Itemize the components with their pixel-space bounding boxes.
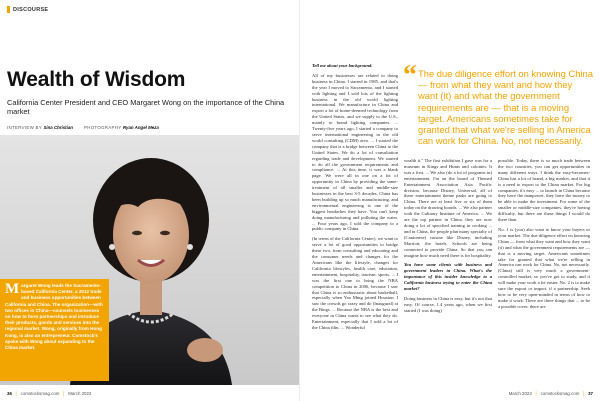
column-a-paragraph: All of my businesses are related to doing business in China. I started in 1985, and that's the year I moved to Sacramento, and I started with lighting and I sold lots of the lighting business in the old world lighting international. We manufacture in China and export a lot of home-deemed technology from the United States, and we supply to the U.S., mainly to brand lighting companies. ... Twenty-five years ago, I started a company to serve international engineering in the old world consulting (CDM) area. ... I started the company that is a bridge between China to the United States. We do a lot of consultation regarding trade and development. We started to do all the government requirements and compliance. ... At this time, it was a blank page. We were all in one on a lot of opportunity in China by providing the same-treatment of all smaller and middle-size businesses in the best 3-5 decades, China has been building up so much manufacturing, and environmental engineering is one of the biggest headaches they have. You can't keep doing manufacturing and polluting the water. ... Four years ago, I sold the company to a public company in China. bbox=[312, 72, 398, 232]
section-tag-bar bbox=[7, 6, 10, 13]
column-c-paragraph: No. 1 is (you) also want to know your buyers or your market. The due diligence effort on knowing China — from what they want and how they want (it) and what the government requirements are — that is a moving target. Americans sometimes take for granted that what we're selling in America can work for China. No, not necessarily. (China) still is very much a government-controlled market, so you've got to study, and it will make your work a lot easier. No. 2 is to make sure the export or import, if a partnership. Seek how to be very open-minded in terms of how to make it work. There are three things that ... to be a possible cover, there are bbox=[498, 226, 590, 309]
page-number: 37 bbox=[588, 391, 593, 396]
right-page bbox=[300, 0, 600, 401]
article-title: Wealth of Wisdom bbox=[7, 68, 186, 91]
folio-site: comstocksmag.com bbox=[540, 391, 580, 396]
column-b bbox=[404, 158, 492, 381]
folio-right: March 2023 │ comstocksmag.com │ 37 bbox=[508, 391, 593, 396]
folio-date: March 2023 bbox=[68, 391, 92, 396]
column-b-paragraph: Doing business in China is easy, but it's not that easy. Of course, 1.4 years ago, when we first started (I was doing) bbox=[404, 295, 492, 313]
column-c bbox=[498, 158, 590, 381]
quote-mark-icon: “ bbox=[403, 60, 417, 91]
page-number: 36 bbox=[7, 391, 12, 396]
column-a bbox=[312, 63, 398, 381]
caption-dropcap: M bbox=[5, 281, 20, 297]
column-c-paragraph: possible. Today, there is so much trade between the two countries, you can get opportunities in many different ways. I think the easy-becomes-China has a lot of brand, a big market, and that it is a need to export to the China market. For big companies, it's easy ... to launch in China because they have the manpower, they have the money to be able to make the investment. For some of the smaller or middle-size companies, they're having difficulty, but there are these things I would do there than. bbox=[498, 158, 590, 223]
section-tag bbox=[7, 6, 48, 13]
byline bbox=[7, 125, 159, 130]
folio-date: March 2023 bbox=[508, 391, 532, 396]
article-subtitle: California Center President and CEO Margaret Wong on the importance of the China market bbox=[7, 98, 285, 116]
column-a-paragraph: (In terms of the California Center), we want to serve a lot of good opportunities to bridge these two, from consulting and educating and the consumer needs and changes for the Americans like the lifestyle, changes for California lifestyles, health care, education, entertainment, hospitality, tourism, sports. ... I was the first one to bring the NBA competition to China in 2006, because I saw that China is so enthusiastic about basketball, especially when Yao Ming joined Houston. I saw the crowds go crazy and do (Inaugural) at the Bings. ... Because the NBA is the best and everyone in China wants to see what they do. Entertainment, especially that I sold a lot of the China film. ... Wonderful bbox=[312, 236, 398, 330]
interviewer-name: Sina Christian bbox=[43, 125, 73, 130]
column-a-paragraph: Tell me about your background. bbox=[312, 63, 373, 68]
interview-label: INTERVIEW BY bbox=[7, 125, 42, 130]
section-label: DISCOURSE bbox=[13, 6, 49, 13]
photographer-name: Ryan Angel Meza bbox=[122, 125, 159, 130]
pull-quote-text: The due diligence effort on knowing China — from what they want and how they want (it) and what the government requirements are — that is a moving target. Americans sometimes take for granted that what we're selling in America can work for China. No, not necessarily. bbox=[418, 68, 593, 147]
column-b-question: You have some clients with business and government leaders in China. What's the importance of this insider knowledge to a California business trying to enter the China market? bbox=[404, 262, 492, 292]
pull-quote bbox=[403, 60, 593, 150]
caption-box bbox=[0, 279, 109, 381]
column-b-paragraph: wealth it." The first exhibition I gave was for a museum in Kings and Hunts and colonies. It was a first. ... We also (do a lot of programs in) entertainment. I'm on the board of Themed Entertainment Association Asia Pacific division, because Disney, Universal, all of these entertainment theme parks are going to China. There are at least five or six of them today on the drawing boards. ... We also partner with the Culinary Institute of America. ... We are the top partner in China, they are now doing a lot of specified training in cooking ... and in China, the people plan many specialty of (Cantonese) cuisine like Disney, including Marriott, the hotels. Schools are being connected to provide China. So that you can imagine how much need there is for hospitality. bbox=[404, 158, 492, 258]
caption-text: argaret Wong leads the Sacramento-based California Center, a 2012 trade and business opportunities between California and China. The organization—with two offices in China—counsels businesses on how to form partnerships and introduce their products, goods and services into the regional market. Wong, originally from Hong Kong, is also an entrepreneur. Comstock's spoke with Wong about expanding to the China market. bbox=[5, 283, 103, 351]
folio-left: 36 │ comstocksmag.com │ March 2023 bbox=[7, 391, 92, 396]
folio-site: comstocksmag.com bbox=[20, 391, 60, 396]
photo-label: PHOTOGRAPHY bbox=[84, 125, 122, 130]
